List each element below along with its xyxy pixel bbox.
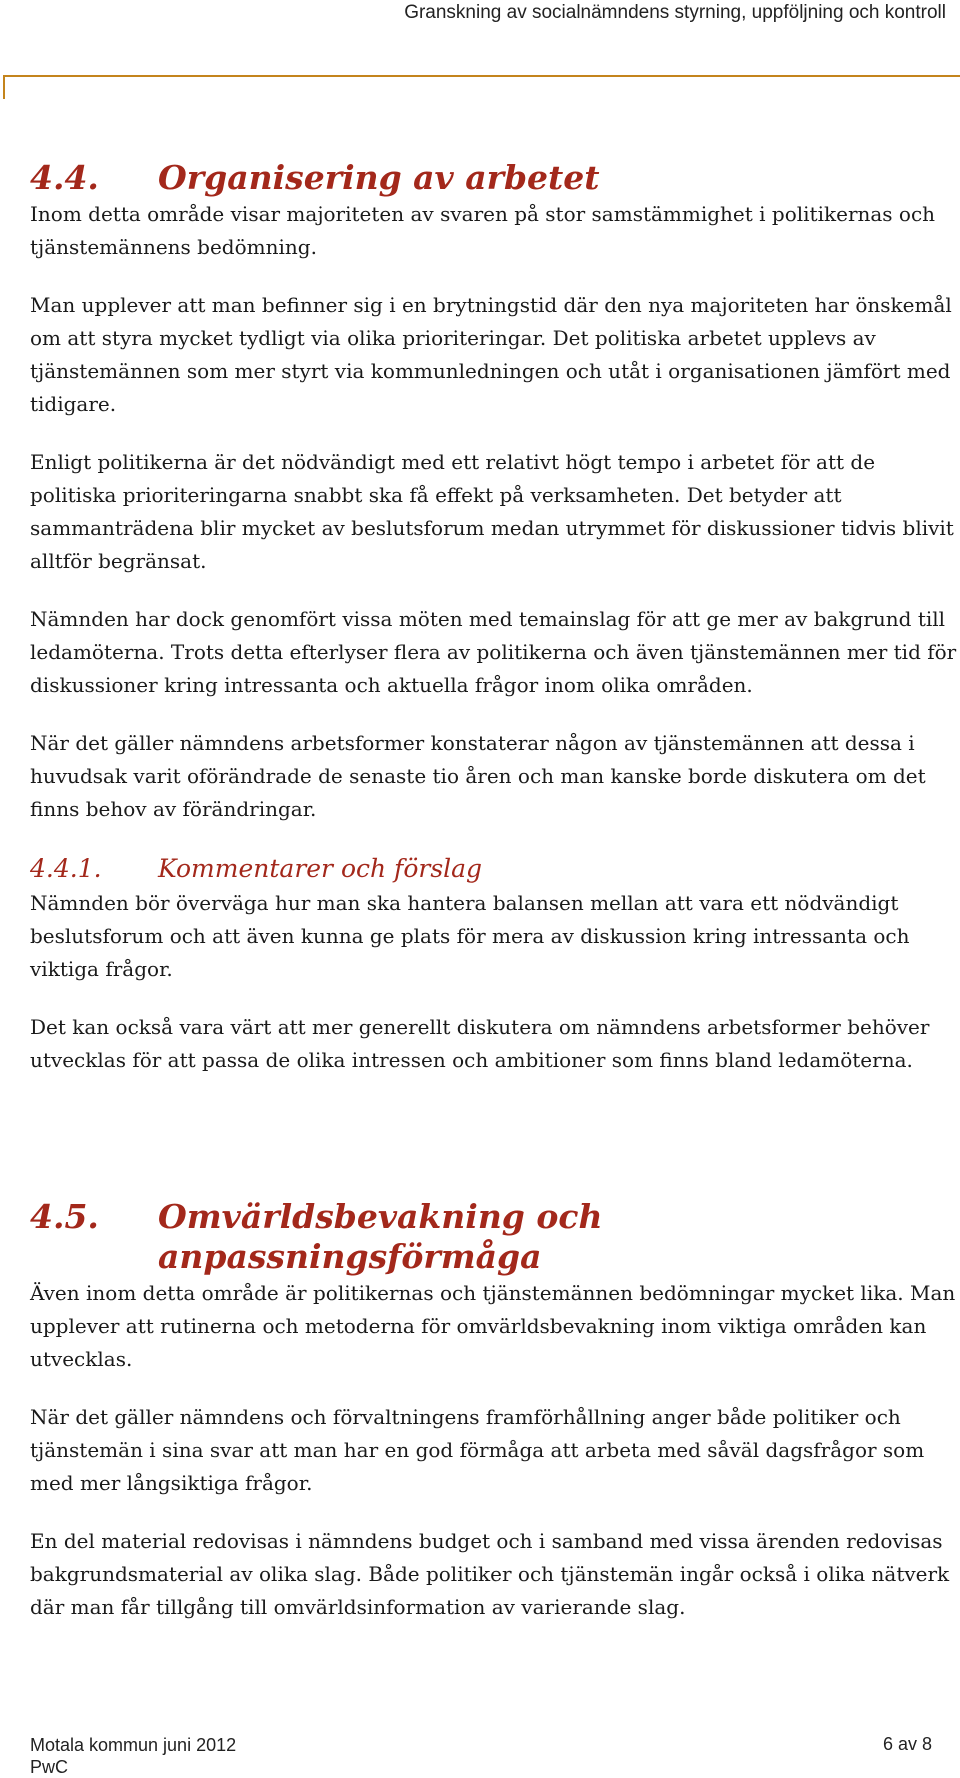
heading-number: 4.5. [30,1197,99,1236]
heading-title: Organisering av arbetet [158,158,600,197]
paragraph: Det kan också vara värt att mer generellt diskutera om nämndens arbetsformer behöver utvecklas för att passa de olika intressen och ambitioner som finns bland ledamöterna. [30,1015,930,1072]
footer-left [30,1734,236,1778]
heading-title: Kommentarer och förslag [158,854,483,883]
heading-4-4-1 [30,851,960,887]
footer-org-date: Motala kommun juni 2012 [30,1735,237,1755]
paragraph: Nämnden bör överväga hur man ska hantera balansen mellan att vara ett nödvändigt beslutsforum och att även kunna ge plats för mera av diskussion kring intressanta och viktiga frågor. [30,891,910,981]
heading-4-5 [30,1197,960,1277]
paragraph: Inom detta område visar majoriteten av svaren på stor samstämmighet i politikernas och tjänstemännens bedömning. [30,202,936,259]
header-rule [3,75,960,77]
heading-title: Omvärldsbevakning och anpassningsförmåga [158,1197,603,1276]
paragraph: Enligt politikerna är det nödvändigt med ett relativt högt tempo i arbetet för att de politiska prioriteringarna snabbt ska få effekt på verksamheten. Det betyder att sammanträdena blir mycket av beslutsforum medan utrymmet för diskussioner tidvis blivit alltför begränsat. [30,450,954,573]
heading-number: 4.4. [30,158,99,197]
paragraph: När det gäller nämndens och förvaltningens framförhållning anger både politiker och tjänstemän i sina svar att man har en god förmåga att arbeta med såväl dagsfrågor som med mer långsiktiga frågor. [30,1405,925,1495]
paragraph: När det gäller nämndens arbetsformer konstaterar någon av tjänstemännen att dessa i huvudsak varit oförändrade de senaste tio åren och man kanske borde diskutera om det finns behov av förändringar. [30,731,926,821]
heading-number: 4.4.1. [30,854,102,883]
paragraph: En del material redovisas i nämndens budget och i samband med vissa ärenden redovisas bakgrundsmaterial av olika slag. Både politiker och tjänstemän ingår också i olika nätverk där man får tillgång till omvärldsinformation av varierande slag. [30,1529,950,1619]
paragraph: Även inom detta område är politikernas och tjänstemännen bedömningar mycket lika. Man upplever att rutinerna och metoderna för omvärldsbevakning inom viktiga områden kan utvecklas. [30,1281,956,1371]
section-spacer [30,1102,960,1197]
page-number: 6 av 8 [882,1734,932,1754]
paragraph: Nämnden har dock genomfört vissa möten med temainslag för att ge mer av bakgrund till ledamöterna. Trots detta efterlyser flera av politikerna och även tjänstemännen mer tid för diskussioner kring intressanta och aktuella frågor inom olika områden. [30,607,957,697]
heading-4-4 [30,158,960,198]
paragraph: Man upplever att man befinner sig i en brytningstid där den nya majoriteten har önskemål om att styra mycket tydligt via olika prioriteringar. Det politiska arbetet upplevs av tjänstemännen som mer styrt via kommunledningen och utåt i organisationen jämfört med tidigare. [30,293,952,416]
running-header: Granskning av socialnämndens styrning, uppföljning och kontroll [404,2,946,23]
footer-firm: PwC [30,1757,69,1777]
page-content [30,158,960,1649]
header-tick [3,75,5,99]
